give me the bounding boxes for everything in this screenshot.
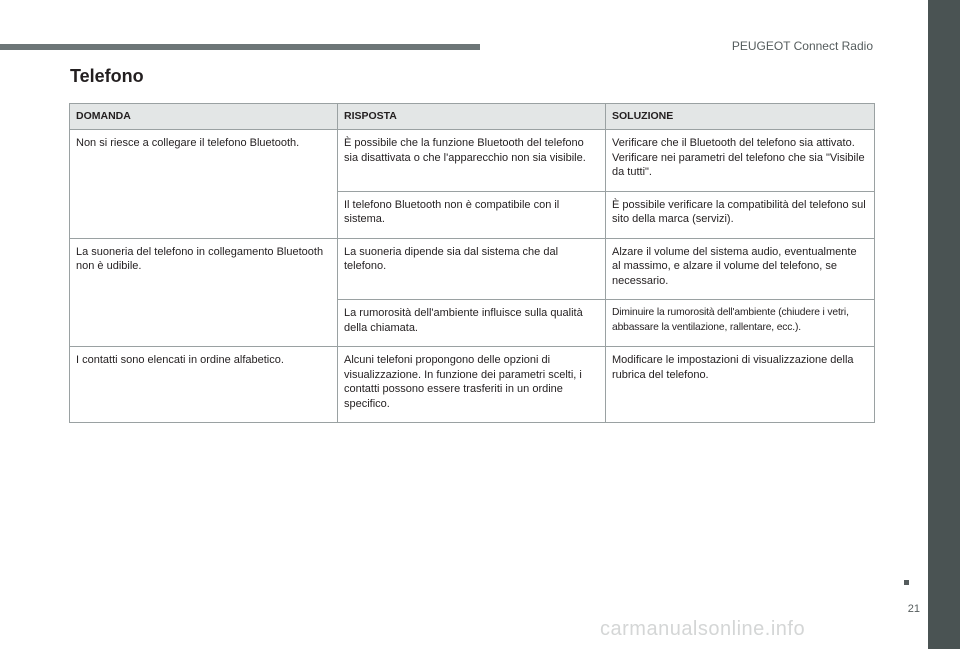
table-header-row (70, 104, 875, 130)
answer-cell: La suoneria dipende sia dal sistema che dal telefono. (338, 238, 606, 300)
answer-cell: Il telefono Bluetooth non è compatibile con il sistema. (338, 191, 606, 238)
column-header-risposta: RISPOSTA (338, 104, 606, 130)
solution-cell: Modificare le impostazioni di visualizzazione della rubrica del telefono. (606, 347, 875, 423)
watermark: carmanualsonline.info (600, 618, 806, 640)
answer-cell: È possibile che la funzione Bluetooth del telefono sia disattivata o che l'apparecchio non sia visibile. (338, 130, 606, 192)
solution-cell: Alzare il volume del sistema audio, eventualmente al massimo, e alzare il volume del telefono, se necessario. (606, 238, 875, 300)
question-cell: I contatti sono elencati in ordine alfabetico. (70, 347, 338, 423)
table-row (70, 130, 875, 192)
column-header-domanda: DOMANDA (70, 104, 338, 130)
page-edge-band (928, 0, 960, 649)
column-header-soluzione: SOLUZIONE (606, 104, 875, 130)
continuation-marker (904, 580, 909, 585)
table-row (70, 238, 875, 300)
answer-cell: Alcuni telefoni propongono delle opzioni di visualizzazione. In funzione dei parametri scelti, i contatti possono essere trasferiti in un ordine specifico. (338, 347, 606, 423)
table-row (70, 347, 875, 423)
question-cell: Non si riesce a collegare il telefono Bluetooth. (70, 130, 338, 239)
header-rule (0, 44, 480, 50)
solution-cell: Diminuire la rumorosità dell'ambiente (chiudere i vetri, abbassare la ventilazione, rallentare, ecc.). (606, 300, 875, 347)
faq-table (69, 103, 875, 423)
page-title: Telefono (70, 66, 144, 86)
question-cell: La suoneria del telefono in collegamento Bluetooth non è udibile. (70, 238, 338, 347)
answer-cell: La rumorosità dell'ambiente influisce sulla qualità della chiamata. (338, 300, 606, 347)
page-number: 21 (907, 603, 920, 615)
header-title: PEUGEOT Connect Radio (731, 39, 873, 53)
solution-cell: Verificare che il Bluetooth del telefono sia attivato. Verificare nei parametri del telefono che sia "Visibile da tutti". (606, 130, 875, 192)
solution-cell: È possibile verificare la compatibilità del telefono sul sito della marca (servizi). (606, 191, 875, 238)
